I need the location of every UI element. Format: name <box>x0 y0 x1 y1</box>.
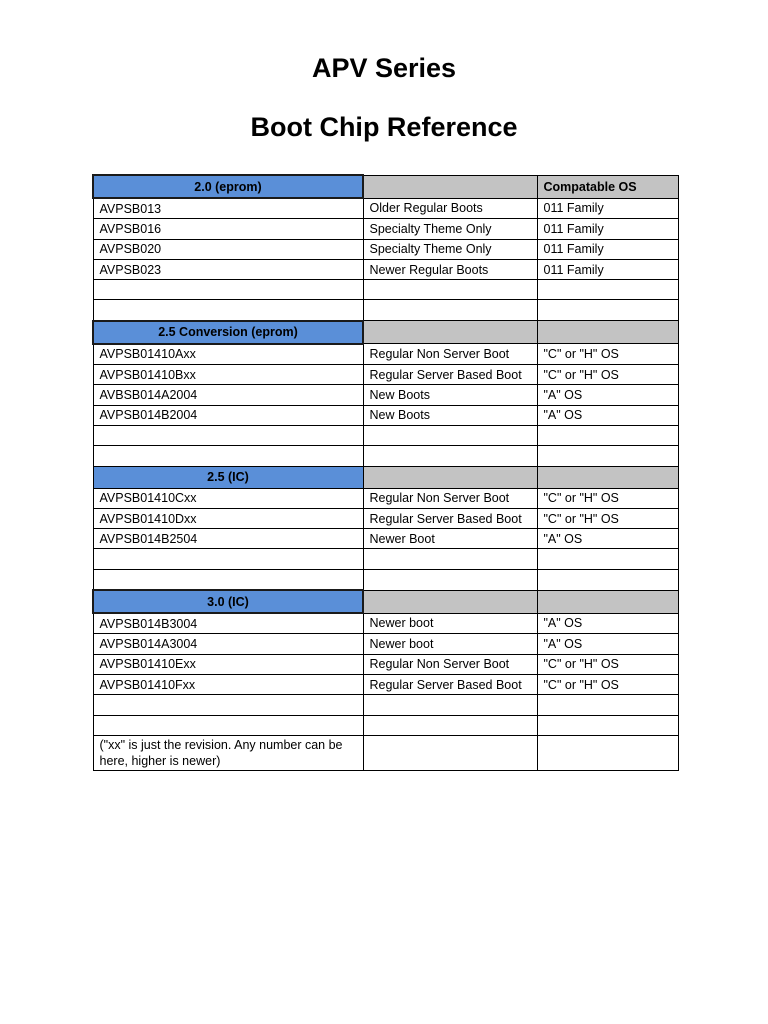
section-header-row <box>93 466 678 488</box>
empty-row <box>93 715 678 735</box>
empty-cell <box>93 300 363 321</box>
section-header: 2.5 Conversion (eprom) <box>93 321 363 344</box>
empty-row <box>93 695 678 715</box>
compatible-os: "A" OS <box>537 405 678 425</box>
section-header-row <box>93 321 678 344</box>
part-number: AVPSB01410Dxx <box>93 508 363 528</box>
empty-row <box>93 425 678 445</box>
part-number: AVPSB020 <box>93 239 363 259</box>
part-number: AVPSB014B2004 <box>93 405 363 425</box>
description: Specialty Theme Only <box>363 219 537 239</box>
compatible-os: "C" or "H" OS <box>537 674 678 694</box>
empty-cell <box>537 300 678 321</box>
empty-cell <box>537 735 678 770</box>
part-number: AVBSB014A2004 <box>93 385 363 405</box>
table-row <box>93 344 678 365</box>
section-header-blank <box>537 590 678 613</box>
part-number: AVPSB013 <box>93 198 363 219</box>
table-row <box>93 365 678 385</box>
description: New Boots <box>363 385 537 405</box>
empty-cell <box>537 446 678 466</box>
empty-cell <box>93 280 363 300</box>
part-number: AVPSB014B2504 <box>93 529 363 549</box>
empty-cell <box>93 446 363 466</box>
description: Regular Non Server Boot <box>363 488 537 508</box>
part-number: AVPSB01410Axx <box>93 344 363 365</box>
empty-cell <box>363 446 537 466</box>
empty-cell <box>537 280 678 300</box>
description: Regular Non Server Boot <box>363 654 537 674</box>
compatible-os: 011 Family <box>537 198 678 219</box>
description: Newer Boot <box>363 529 537 549</box>
empty-cell <box>93 569 363 590</box>
empty-cell <box>93 425 363 445</box>
empty-cell <box>537 569 678 590</box>
description: Specialty Theme Only <box>363 239 537 259</box>
table-row <box>93 508 678 528</box>
table-row <box>93 674 678 694</box>
section-header: 2.0 (eprom) <box>93 175 363 198</box>
compatible-os: "C" or "H" OS <box>537 488 678 508</box>
compatible-os: "A" OS <box>537 529 678 549</box>
compatible-os: "C" or "H" OS <box>537 344 678 365</box>
section-header: 2.5 (IC) <box>93 466 363 488</box>
empty-row <box>93 280 678 300</box>
empty-cell <box>93 715 363 735</box>
section-header-blank <box>363 321 537 344</box>
empty-cell <box>363 549 537 569</box>
section-header: 3.0 (IC) <box>93 590 363 613</box>
part-number: AVPSB014A3004 <box>93 634 363 654</box>
description: Newer boot <box>363 613 537 634</box>
table-row <box>93 529 678 549</box>
table-row <box>93 259 678 279</box>
empty-cell <box>537 549 678 569</box>
part-number: AVPSB016 <box>93 219 363 239</box>
section-header-blank <box>537 466 678 488</box>
section-header-blank <box>537 321 678 344</box>
description: Regular Server Based Boot <box>363 508 537 528</box>
description: Regular Non Server Boot <box>363 344 537 365</box>
table-row <box>93 654 678 674</box>
empty-cell <box>363 569 537 590</box>
part-number: AVPSB01410Exx <box>93 654 363 674</box>
compatible-os: 011 Family <box>537 239 678 259</box>
table-row <box>93 405 678 425</box>
empty-cell <box>93 549 363 569</box>
document-title: APV Series <box>311 53 457 83</box>
boot-chip-table <box>92 174 679 771</box>
description: Older Regular Boots <box>363 198 537 219</box>
part-number: AVPSB014B3004 <box>93 613 363 634</box>
description: New Boots <box>363 405 537 425</box>
table-row <box>93 613 678 634</box>
section-header-blank <box>363 175 537 198</box>
document-subtitle: Boot Chip Reference <box>250 112 518 142</box>
part-number: AVPSB01410Bxx <box>93 365 363 385</box>
compatible-os: 011 Family <box>537 219 678 239</box>
description: Regular Server Based Boot <box>363 674 537 694</box>
empty-cell <box>363 280 537 300</box>
empty-row <box>93 549 678 569</box>
description: Regular Server Based Boot <box>363 365 537 385</box>
table-row <box>93 198 678 219</box>
empty-cell <box>363 425 537 445</box>
part-number: AVPSB023 <box>93 259 363 279</box>
empty-cell <box>363 695 537 715</box>
empty-cell <box>363 300 537 321</box>
table-row <box>93 634 678 654</box>
empty-cell <box>363 715 537 735</box>
part-number: AVPSB01410Fxx <box>93 674 363 694</box>
compatible-os: "A" OS <box>537 385 678 405</box>
note-row <box>93 735 678 770</box>
section-header-row <box>93 175 678 198</box>
table-row <box>93 488 678 508</box>
empty-cell <box>93 695 363 715</box>
compatible-os: "C" or "H" OS <box>537 654 678 674</box>
empty-row <box>93 300 678 321</box>
revision-note: ("xx" is just the revision. Any number can be here, higher is newer) <box>93 735 363 770</box>
description: Newer boot <box>363 634 537 654</box>
empty-cell <box>537 695 678 715</box>
column-header-os: Compatable OS <box>537 175 678 198</box>
part-number: AVPSB01410Cxx <box>93 488 363 508</box>
section-header-blank <box>363 590 537 613</box>
table-row <box>93 219 678 239</box>
empty-row <box>93 569 678 590</box>
section-header-row <box>93 590 678 613</box>
compatible-os: "A" OS <box>537 613 678 634</box>
section-header-blank <box>363 466 537 488</box>
compatible-os: "A" OS <box>537 634 678 654</box>
empty-cell <box>537 715 678 735</box>
compatible-os: "C" or "H" OS <box>537 365 678 385</box>
compatible-os: 011 Family <box>537 259 678 279</box>
empty-row <box>93 446 678 466</box>
table-row <box>93 385 678 405</box>
table-row <box>93 239 678 259</box>
description: Newer Regular Boots <box>363 259 537 279</box>
empty-cell <box>363 735 537 770</box>
empty-cell <box>537 425 678 445</box>
compatible-os: "C" or "H" OS <box>537 508 678 528</box>
